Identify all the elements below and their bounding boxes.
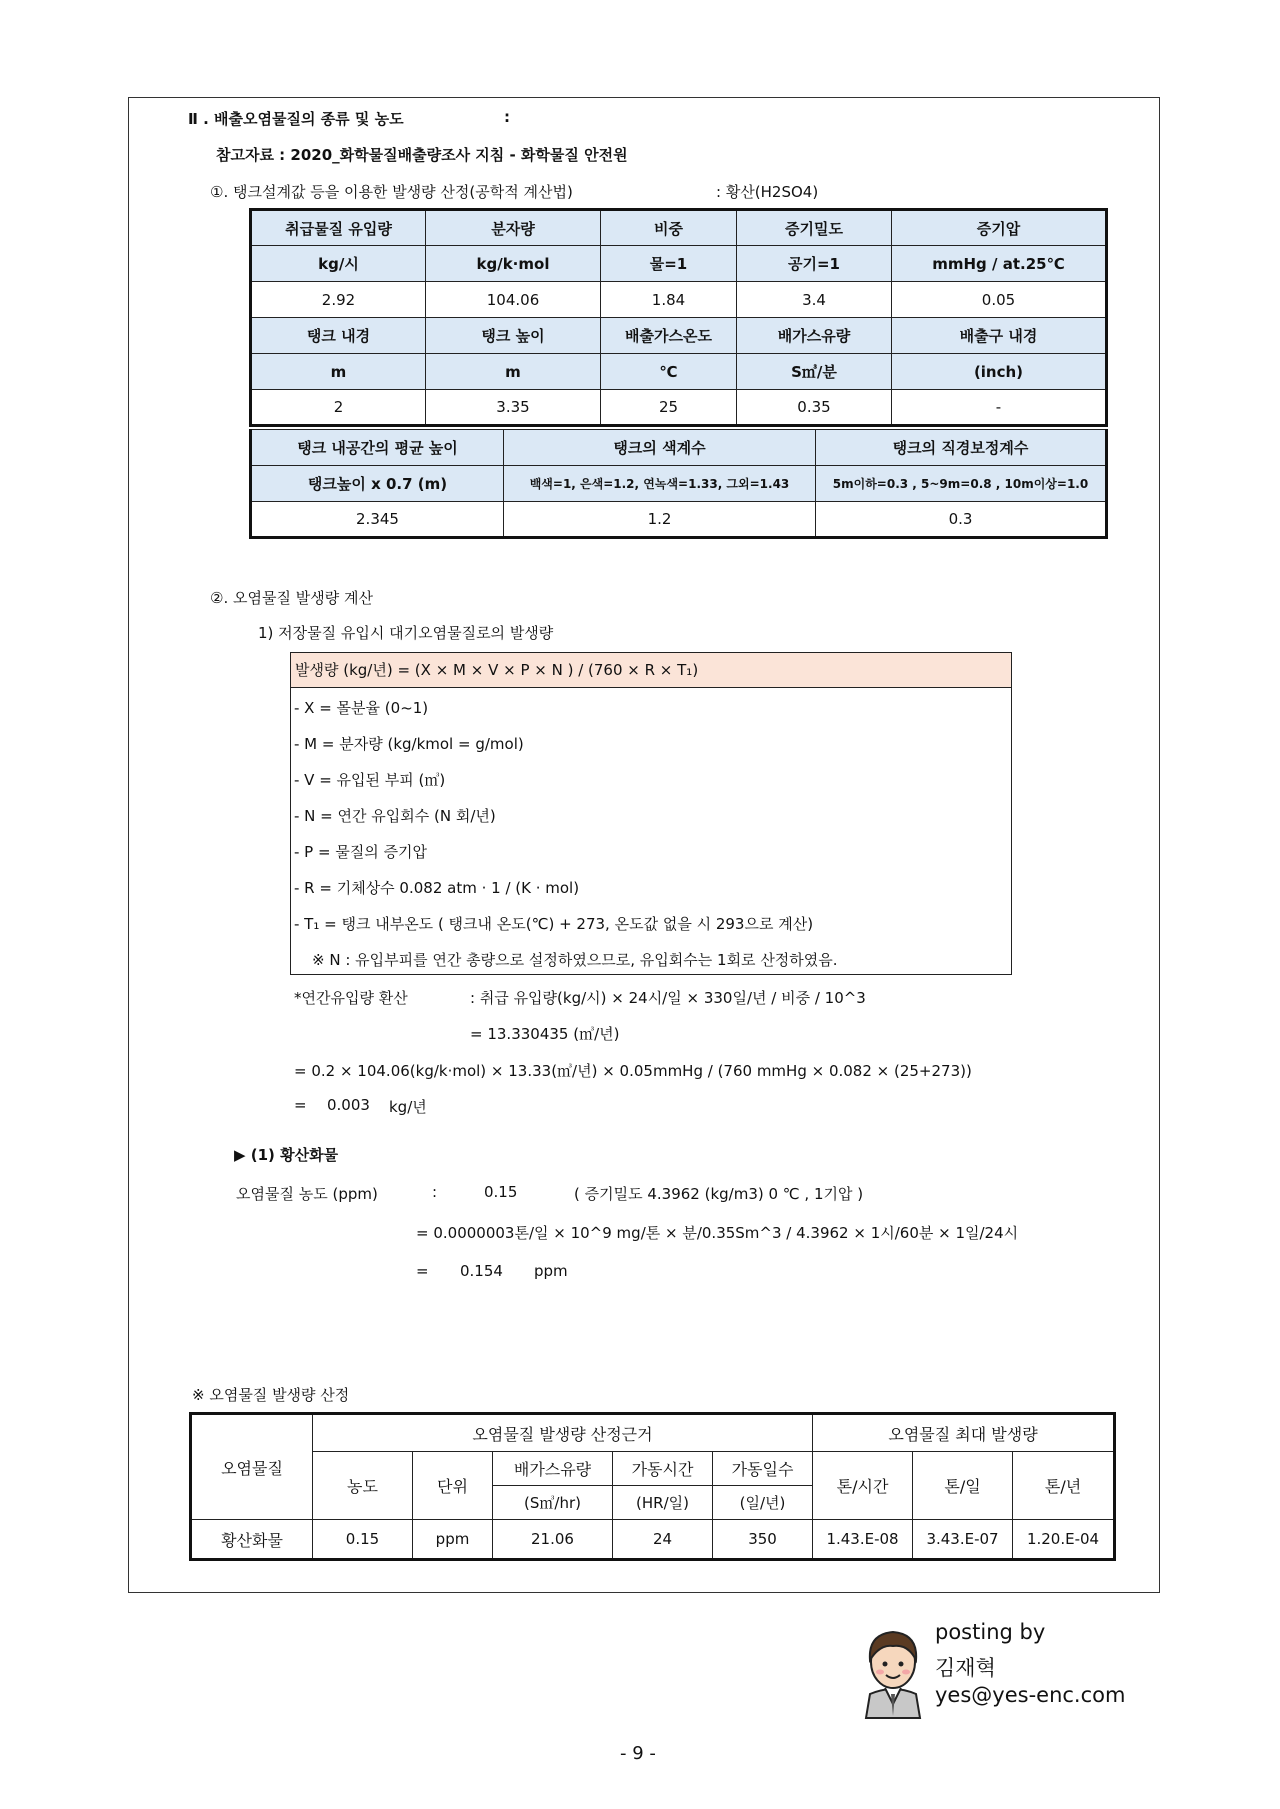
table-cell: 3.43.E-07 <box>913 1520 1013 1560</box>
header-cell: 취급물질 유입량 <box>251 210 426 246</box>
author-name: 김재혁 <box>935 1656 996 1680</box>
value-cell: 104.06 <box>426 282 601 318</box>
header-cell: 분자량 <box>426 210 601 246</box>
header-cell: 비중 <box>601 210 737 246</box>
part1-heading: ①. 탱크설계값 등을 이용한 발생량 산정(공학적 계산법) <box>210 183 573 201</box>
page-number: - 9 - <box>620 1743 656 1764</box>
section-colon: : <box>504 108 510 126</box>
calculation-line: = 0.2 × 104.06(kg/k·mol) × 13.33(㎥/년) × 0.05mmHg / (760 mmHg × 0.082 × (25+273)) <box>294 1062 972 1080</box>
value-cell: 2 <box>251 390 426 426</box>
part3-heading: ▶ (1) 황산화물 <box>234 1146 339 1164</box>
col-unit: 단위 <box>413 1452 493 1520</box>
concentration-value: 0.15 <box>484 1183 518 1201</box>
unit-cell: 5m이하=0.3 , 5~9m=0.8 , 10m이상=1.0 <box>816 466 1107 502</box>
table-cell: ppm <box>413 1520 493 1560</box>
group-max: 오염물질 최대 발생량 <box>813 1414 1115 1452</box>
definition-line: - X = 몰분율 (0~1) <box>294 699 429 717</box>
unit-cell: m <box>426 354 601 390</box>
table-cell: 21.06 <box>493 1520 613 1560</box>
table-cell: 0.15 <box>313 1520 413 1560</box>
definition-line: - R = 기체상수 0.082 atm · 1 / (K · mol) <box>294 879 580 897</box>
value-cell: 3.4 <box>737 282 892 318</box>
definition-line: - N = 연간 유입회수 (N 회/년) <box>294 807 496 825</box>
col-gas-flow: 배가스유량 <box>493 1452 613 1486</box>
unit-cell: 공기=1 <box>737 246 892 282</box>
header-cell: 증기압 <box>892 210 1107 246</box>
result-unit: kg/년 <box>389 1098 427 1116</box>
unit-hours: (HR/일) <box>613 1486 713 1520</box>
unit-cell: kg/k·mol <box>426 246 601 282</box>
tank-design-table <box>249 208 1108 427</box>
unit-cell: S㎥/분 <box>737 354 892 390</box>
unit-cell: m <box>251 354 426 390</box>
concentration-label: 오염물질 농도 (ppm) <box>236 1185 378 1203</box>
table-cell: 1.43.E-08 <box>813 1520 913 1560</box>
concentration-note: ( 증기밀도 4.3962 (kg/m3) 0 ℃ , 1기압 ) <box>574 1185 864 1203</box>
reference-text: 참고자료 : 2020_화학물질배출량조사 지침 - 화학물질 안전원 <box>216 146 628 164</box>
header-cell: 증기밀도 <box>737 210 892 246</box>
value-cell: - <box>892 390 1107 426</box>
unit-cell: 탱크높이 x 0.7 (m) <box>251 466 504 502</box>
result-equals: = <box>294 1096 307 1114</box>
unit-gas-flow: (S㎥/hr) <box>493 1486 613 1520</box>
formula-header: 발생량 (kg/년) = (X × M × V × P × N ) / (760 × R × T₁) <box>290 652 1012 688</box>
value-cell: 0.35 <box>737 390 892 426</box>
unit-cell: 백색=1, 은색=1.2, 연녹색=1.33, 그외=1.43 <box>504 466 816 502</box>
col-hours: 가동시간 <box>613 1452 713 1486</box>
author-avatar-icon <box>858 1620 928 1720</box>
header-cell: 탱크 높이 <box>426 318 601 354</box>
posting-by: posting by <box>935 1620 1046 1644</box>
value-cell: 1.2 <box>504 502 816 538</box>
col-ton-year: 톤/년 <box>1013 1452 1115 1520</box>
definition-line: - P = 물질의 증기압 <box>294 843 428 861</box>
table-cell: 1.20.E-04 <box>1013 1520 1115 1560</box>
header-cell: 탱크의 색계수 <box>504 430 816 466</box>
header-cell: 배가스유량 <box>737 318 892 354</box>
annual-result: = 13.330435 (㎥/년) <box>470 1025 620 1043</box>
definition-line: - T₁ = 탱크 내부온도 ( 탱크내 온도(℃) + 273, 온도값 없을 시 293으로 계산) <box>294 915 814 933</box>
concentration-equals: = <box>416 1262 429 1280</box>
value-cell: 0.3 <box>816 502 1107 538</box>
value-cell: 3.35 <box>426 390 601 426</box>
unit-cell: ℃ <box>601 354 737 390</box>
annual-label: *연간유입량 환산 <box>294 989 408 1007</box>
col-concentration: 농도 <box>313 1452 413 1520</box>
concentration-unit: ppm <box>534 1262 568 1280</box>
table-cell: 황산화물 <box>191 1520 313 1560</box>
note-line: ※ N : 유입부피를 연간 총량으로 설정하였으므로, 유입회수는 1회로 산정하였음. <box>312 951 838 969</box>
header-cell: 배출구 내경 <box>892 318 1107 354</box>
substance-label: : 황산(H2SO4) <box>716 183 819 201</box>
table-cell: 24 <box>613 1520 713 1560</box>
value-cell: 2.345 <box>251 502 504 538</box>
header-cell: 탱크 내공간의 평균 높이 <box>251 430 504 466</box>
definition-line: - V = 유입된 부피 (㎥) <box>294 771 446 789</box>
unit-cell: mmHg / at.25℃ <box>892 246 1107 282</box>
value-cell: 25 <box>601 390 737 426</box>
value-cell: 1.84 <box>601 282 737 318</box>
header-cell: 탱크의 직경보정계수 <box>816 430 1107 466</box>
emission-summary-table <box>189 1412 1116 1561</box>
author-email[interactable]: yes@yes-enc.com <box>935 1683 1126 1707</box>
unit-days: (일/년) <box>713 1486 813 1520</box>
unit-cell: 물=1 <box>601 246 737 282</box>
annual-expression: : 취급 유입량(kg/시) × 24시/일 × 330일/년 / 비중 / 10^3 <box>470 989 866 1007</box>
tank-coefficient-table <box>249 429 1108 539</box>
unit-cell: kg/시 <box>251 246 426 282</box>
summary-title: ※ 오염물질 발생량 산정 <box>192 1386 350 1404</box>
table-cell: 350 <box>713 1520 813 1560</box>
col-pollutant: 오염물질 <box>191 1414 313 1520</box>
group-basis: 오염물질 발생량 산정근거 <box>313 1414 813 1452</box>
concentration-result: 0.154 <box>460 1262 503 1280</box>
value-cell: 0.05 <box>892 282 1107 318</box>
result-value: 0.003 <box>327 1096 370 1114</box>
col-days: 가동일수 <box>713 1452 813 1486</box>
part2-sub: 1) 저장물질 유입시 대기오염물질로의 발생량 <box>258 624 554 642</box>
concentration-colon: : <box>432 1183 438 1201</box>
definition-line: - M = 분자량 (kg/kmol = g/mol) <box>294 735 524 753</box>
value-cell: 2.92 <box>251 282 426 318</box>
part2-heading: ②. 오염물질 발생량 계산 <box>210 589 373 607</box>
header-cell: 탱크 내경 <box>251 318 426 354</box>
col-ton-hour: 톤/시간 <box>813 1452 913 1520</box>
header-cell: 배출가스온도 <box>601 318 737 354</box>
col-ton-day: 톤/일 <box>913 1452 1013 1520</box>
section-title: Ⅱ . 배출오염물질의 종류 및 농도 <box>188 110 404 128</box>
unit-cell: (inch) <box>892 354 1107 390</box>
concentration-calc: = 0.0000003톤/일 × 10^9 mg/톤 × 분/0.35Sm^3 / 4.3962 × 1시/60분 × 1일/24시 <box>416 1224 1019 1242</box>
